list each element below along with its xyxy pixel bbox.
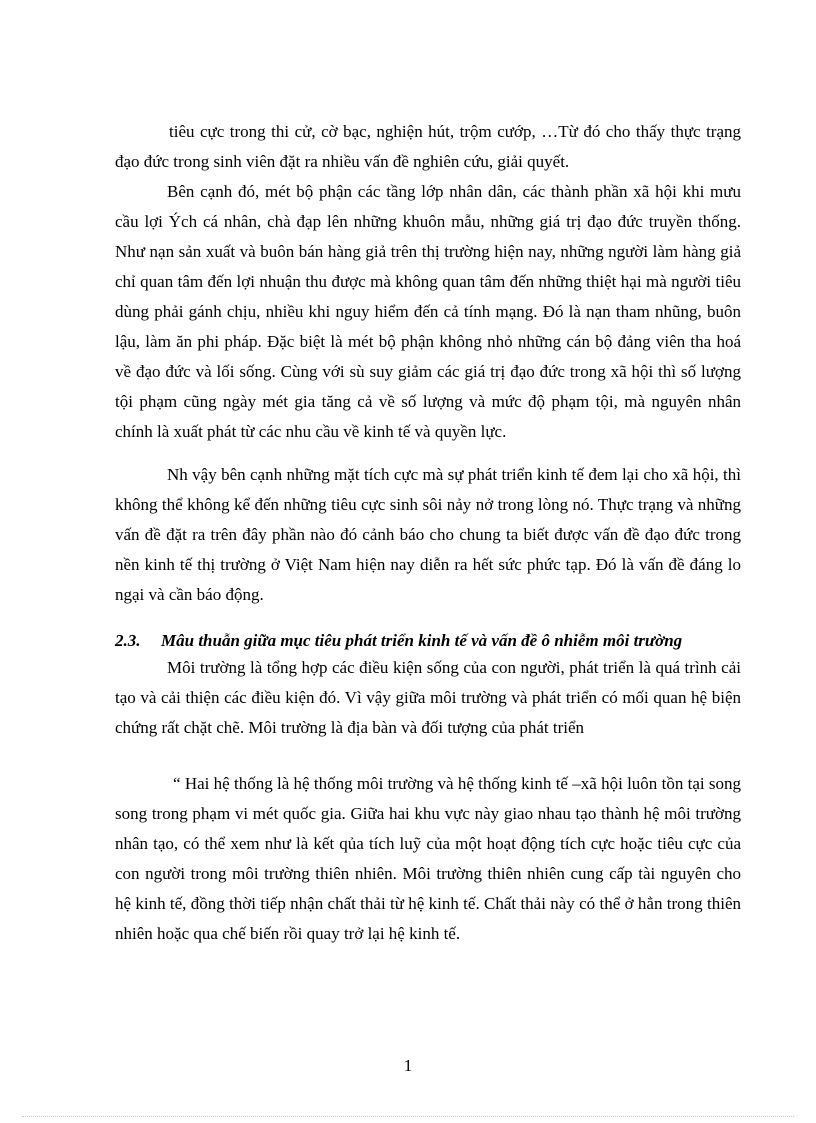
text-block-conclusion <box>115 460 741 610</box>
page-number: 1 <box>403 1056 413 1075</box>
text-block-environment-intro <box>115 653 741 743</box>
paragraph-quote: “ Hai hệ thống là hệ thống môi trường và hệ thống kinh tế –xã hội luôn tồn tại song song trong phạm vi mét quốc gia. Giữa hai khu vực này giao nhau tạo thành hệ môi trường nhân tạo, có thể xem như là kết qủa tích luỹ của một hoạt động tích cực hoặc tiêu cực của con người trong môi trường thiên nhiên. Môi trường thiên nhiên cung cấp tài nguyên cho hệ kinh tế, đồng thời tiếp nhận chất thải từ hệ kinh tế. Chất thải này có thể ở hẳn trong thiên nhiên hoặc qua chế biến rồi quay trở lại hệ kinh tế. <box>115 774 741 943</box>
paragraph-continuation: tiêu cực trong thi cử, cờ bạc, nghiện hút, trộm cướp, …Từ đó cho thấy thực trạng đạo đức trong sinh viên đặt ra nhiều vấn đề nghiên cứu, giải quyết. <box>115 122 741 171</box>
text-block-quote <box>115 769 741 949</box>
paragraph-environment-intro: Môi trường là tổng hợp các điều kiện sống của con người, phát triển là quá trình cải tạo và cải thiện các điều kiện đó. Vì vậy giữa môi trường và phát triển có mối quan hệ biện chứng rất chặt chẽ. Môi trường là địa bàn và đối tượng của phát triển <box>115 658 741 737</box>
section-heading <box>115 626 755 656</box>
footer-divider <box>22 1116 794 1117</box>
section-number: 2.3. <box>115 631 141 650</box>
text-block-continuation <box>115 117 741 177</box>
paragraph-conclusion: Nh vậy bên cạnh những mặt tích cực mà sự phát triển kinh tế đem lại cho xã hội, thì không thể không kể đến những tiêu cực sinh sôi nảy nở trong lòng nó. Thực trạng và những vấn đề đặt ra trên đây phần nào đó cảnh báo cho chung ta biết được vấn đề đạo đức trong nền kinh tế thị trường ở Việt Nam hiện nay diễn ra hết sức phức tạp. Đó là vấn đề đáng lo ngại và cần báo động. <box>115 465 741 604</box>
text-block-moral-decline <box>115 177 741 447</box>
paragraph-moral-decline: Bên cạnh đó, mét bộ phận các tầng lớp nhân dân, các thành phần xã hội khi mưu cầu lợi Ých cá nhân, chà đạp lên những khuôn mẫu, những giá trị đạo đức truyền thống. Như nạn sản xuất và buôn bán hàng giả trên thị trường hiện nay, những người làm hàng giả chỉ quan tâm đến lợi nhuận thu được mà không quan tâm đến những thiệt hại mà người tiêu dùng phải gánh chịu, nhiều khi nguy hiểm đến cả tính mạng. Đó là nạn tham nhũng, buôn lậu, làm ăn phi pháp. Đặc biệt là mét bộ phận không nhỏ những cán bộ đảng viên tha hoá về đạo đức và lối sống. Cùng với sù suy giảm các giá trị đạo đức trong xã hội thì số lượng tội phạm cũng ngày mét gia tăng cả về số lượng và mức độ phạm tội, mà nguyên nhân chính là xuất phát từ các nhu cầu về kinh tế và quyền lực. <box>115 182 741 441</box>
section-title: Mâu thuẫn giữa mục tiêu phát triển kinh tế và vấn đề ô nhiễm môi trường <box>161 631 683 650</box>
